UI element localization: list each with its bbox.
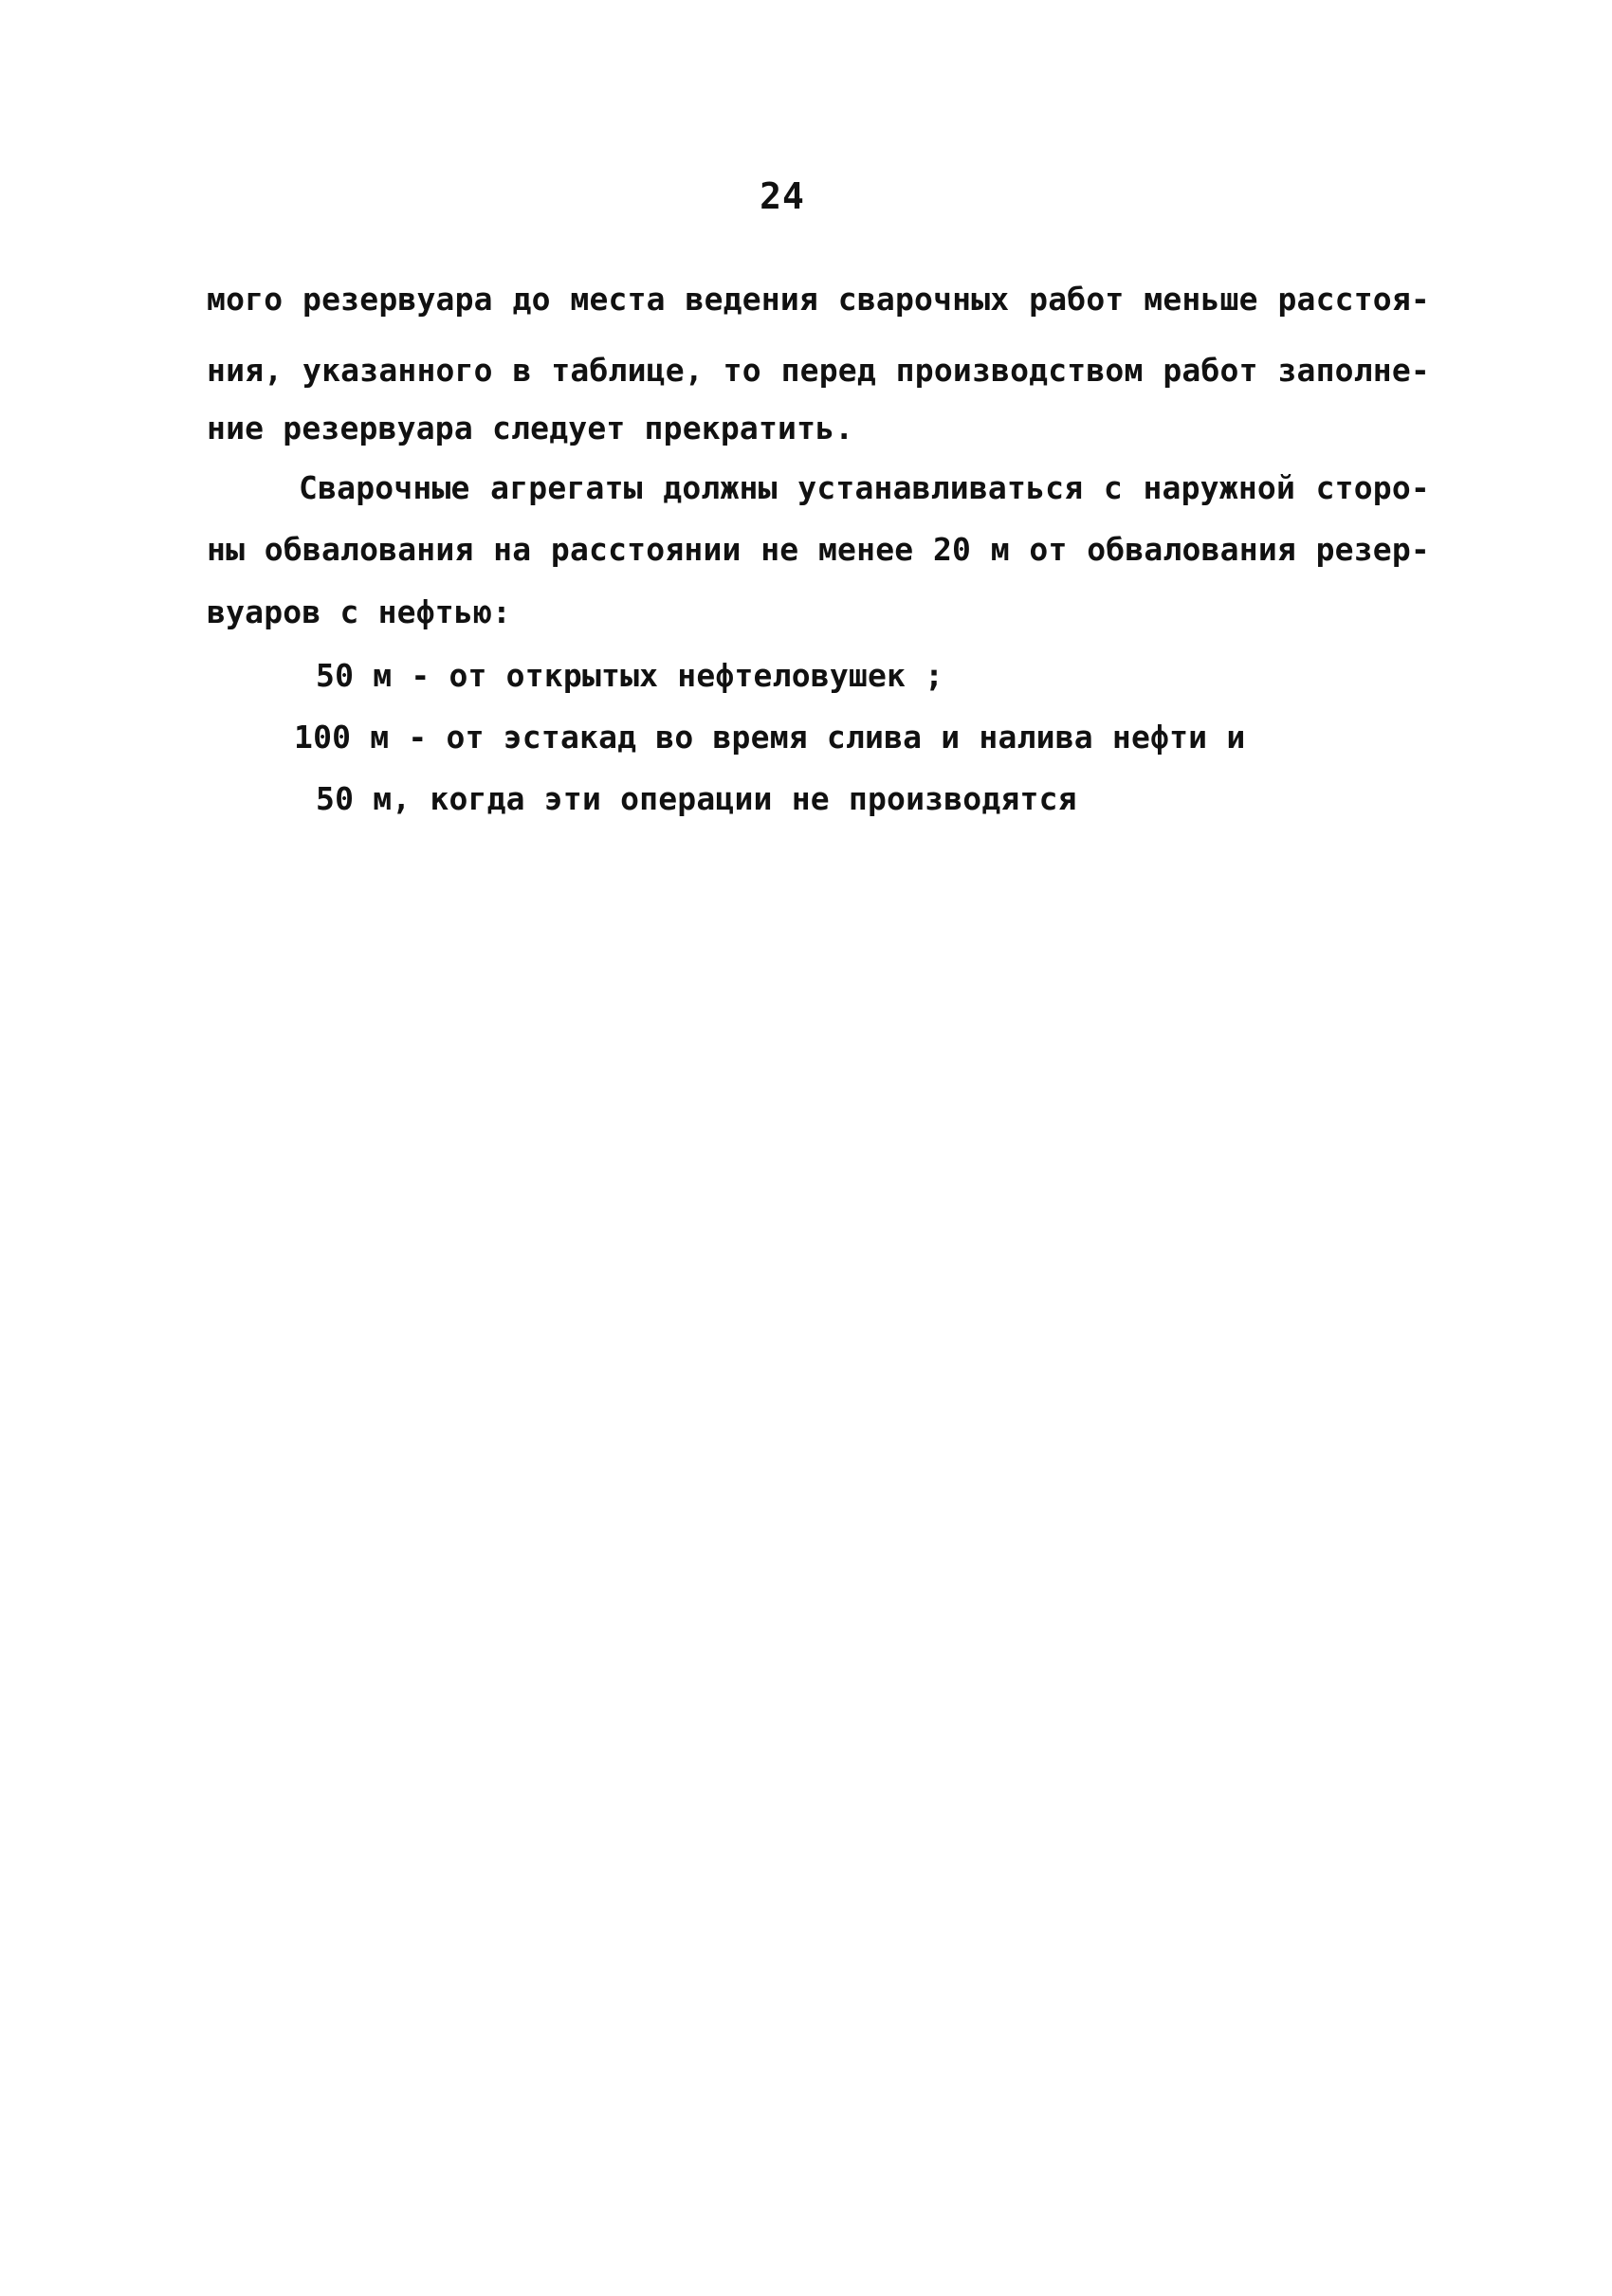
paragraph-2-line-3: вуаров с нефтью: — [207, 593, 512, 630]
paragraph-1-line-2: ния, указанного в таблице, то перед производством работ заполне- — [207, 352, 1430, 389]
list-item: 100 м - от эстакад во время слива и налива нефти и — [294, 719, 1246, 756]
list-item: 50 м - от открытых нефтеловушек ; — [316, 657, 944, 694]
list-item: 50 м, когда эти операции не производятся — [316, 780, 1077, 817]
page-number: 24 — [760, 175, 805, 217]
paragraph-1-line-3: ние резервуара следует прекратить. — [207, 410, 854, 446]
paragraph-1-line-1: мого резервуара до места ведения сварочных работ меньше расстоя- — [207, 281, 1430, 318]
paragraph-2-line-2: ны обвалования на расстоянии не менее 20 м от обвалования резер- — [207, 531, 1430, 568]
paragraph-2-line-1: Сварочные агрегаты должны устанавливаться с наружной сторо- — [299, 469, 1430, 506]
